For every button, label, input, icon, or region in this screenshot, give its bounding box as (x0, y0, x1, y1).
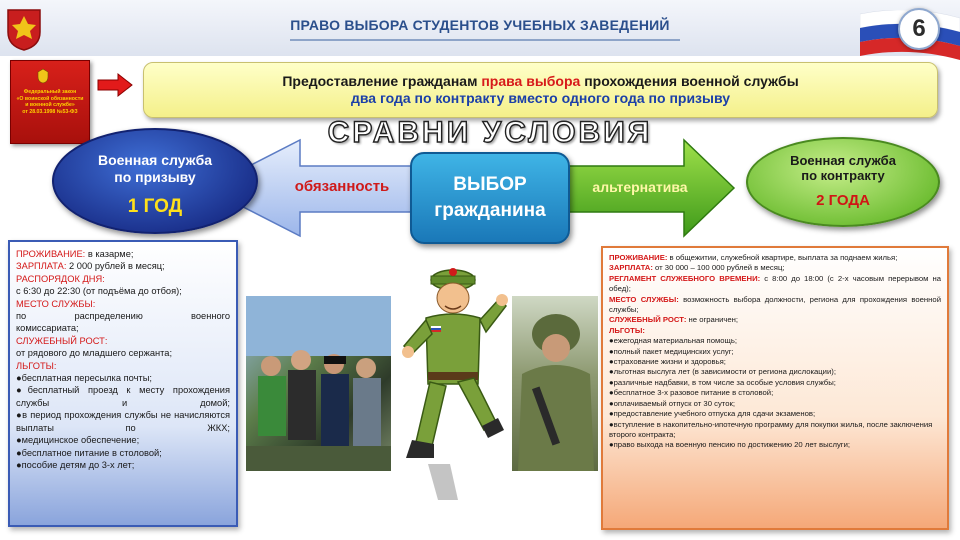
housing-value: в казарме; (85, 249, 134, 259)
cartoon-soldier-illustration (398, 254, 508, 500)
place-value-1: по распределению военного (16, 311, 230, 322)
contract-conditions-box (601, 246, 949, 530)
place-row (609, 295, 941, 316)
benefit-item: ●предоставление учебного отпуска для сдачи экзаменов; (609, 409, 816, 419)
place-value: возможность выбора должности, региона для прохождения военной службы; (609, 294, 941, 315)
students-photo-illustration (246, 296, 391, 471)
schedule-key: РЕГЛАМЕНТ СЛУЖЕБНОГО ВРЕМЕНИ: (609, 273, 761, 283)
salary-value: от 30 000 – 100 000 рублей в месяц; (652, 263, 785, 273)
page-title: ПРАВО ВЫБОРА СТУДЕНТОВ УЧЕБНЫХ ЗАВЕДЕНИЙ (290, 17, 670, 33)
contract-title-1: Военная служба (790, 153, 896, 168)
benefit-item: ●пособие детям до 3-х лет; (16, 459, 135, 470)
housing-row (16, 248, 230, 260)
contract-soldier-illustration (512, 296, 598, 471)
benefit-item: ●различные надбавки, в том числе за особые условия службы; (609, 377, 836, 387)
banner-highlight: права выбора (481, 73, 581, 89)
benefit-item: ●оплачиваемый отпуск от 30 суток; (609, 398, 735, 408)
choice-line-1: ВЫБОР (453, 174, 527, 195)
banner-prefix: Предоставление гражданам (282, 73, 482, 89)
federal-law-card (10, 60, 90, 144)
arrow-right-icon (96, 72, 134, 98)
benefit-item: ●страхование жизни и здоровья; (609, 357, 726, 367)
conscription-conditions-box (8, 240, 238, 527)
benefit-item: ●льготная выслуга лет (в зависимости от региона дислокации); (609, 367, 836, 377)
benefits-key: ЛЬГОТЫ: (16, 360, 57, 371)
benefit-item: ●бесплатная пересылка почты; (16, 373, 152, 384)
contract-soldier-photo (512, 296, 598, 471)
conscription-service-ellipse (52, 128, 258, 234)
place-value-2: комиссариата; (16, 323, 79, 334)
citizen-choice-box (410, 152, 570, 244)
benefit-item: ●ежегодная материальная помощь; (609, 336, 738, 346)
place-key: МЕСТО СЛУЖБЫ: (609, 294, 679, 304)
contract-title-2: по контракту (801, 168, 885, 183)
salary-key: ЗАРПЛАТА: (16, 261, 67, 272)
law-card-line: и военной службе» (25, 102, 75, 109)
benefits-key: ЛЬГОТЫ: (609, 325, 645, 335)
benefit-item: ●медицинское обеспечение; (16, 435, 140, 446)
choice-right-banner (143, 62, 938, 118)
duty-label: обязанность (294, 178, 390, 195)
contract-term: 2 ГОДА (816, 192, 870, 209)
law-card-line: «О воинской обязанности (16, 95, 84, 102)
benefit-item: ●вступление в накопительно-ипотечную программу для покупки жилья, после заключения второго контракта; (609, 419, 933, 439)
banner-line-1 (144, 73, 937, 90)
career-row (609, 315, 941, 325)
conscription-term: 1 ГОД (127, 196, 183, 217)
students-photo (246, 296, 391, 471)
housing-key: ПРОЖИВАНИЕ: (609, 253, 668, 262)
title-underline (290, 39, 680, 41)
schedule-value: с 6:30 до 22:30 (от подъёма до отбоя); (16, 286, 182, 297)
schedule-row (609, 274, 941, 295)
salary-row (16, 260, 230, 272)
law-card-line: Федеральный закон (23, 89, 77, 95)
benefit-item: ●бесплатное питание в столовой; (16, 447, 162, 458)
housing-key: ПРОЖИВАНИЕ: (16, 249, 86, 259)
career-value: от рядового до младшего сержанта; (16, 348, 173, 359)
conscription-title-2: по призыву (114, 169, 196, 185)
schedule-key: РАСПОРЯДОК ДНЯ: (16, 273, 105, 284)
place-key: МЕСТО СЛУЖБЫ: (16, 298, 96, 309)
salary-value: 2 000 рублей в месяц; (66, 261, 165, 272)
benefit-item: ●полный пакет медицинских услуг; (609, 346, 734, 356)
benefit-item: ●право выхода на военную пенсию по достижению 20 лет выслуги; (609, 440, 851, 450)
benefit-item: ●бесплатное 3-х разовое питание в столовой; (609, 388, 774, 398)
housing-row (609, 253, 941, 263)
alternative-label: альтернатива (592, 179, 688, 195)
salary-row (609, 263, 941, 273)
career-key: СЛУЖЕБНЫЙ РОСТ: (16, 335, 108, 346)
choice-line-2: гражданина (434, 200, 546, 221)
law-card-line: от 28.03.1998 №53-ФЗ (22, 108, 78, 115)
banner-line-2: два года по контракту вместо одного года по призыву (350, 90, 731, 106)
career-key: СЛУЖЕБНЫЙ РОСТ: (609, 315, 687, 325)
law-emblem-icon (36, 68, 50, 84)
compare-conditions-heading: СРАВНИ УСЛОВИЯ (327, 116, 653, 149)
conscription-title-1: Военная служба (97, 152, 213, 168)
salary-key: ЗАРПЛАТА: (609, 263, 653, 273)
housing-value: в общежитии, служебной квартире, выплата за поднаем жилья; (667, 253, 898, 262)
slide-number-badge: 6 (898, 8, 940, 50)
contract-service-ellipse (746, 137, 940, 227)
schedule-value: с 8:00 до 18:00 (с 2-х часовым перерывом на обед); (609, 273, 941, 294)
benefit-item: ●бесплатный проезд к месту прохождения службы и домой; (16, 385, 230, 408)
benefit-item: ●в период прохождения службы не начисляются выплаты по ЖКХ; (16, 410, 230, 433)
career-value: не ограничен; (686, 315, 739, 325)
banner-suffix: прохождения военной службы (580, 73, 799, 89)
